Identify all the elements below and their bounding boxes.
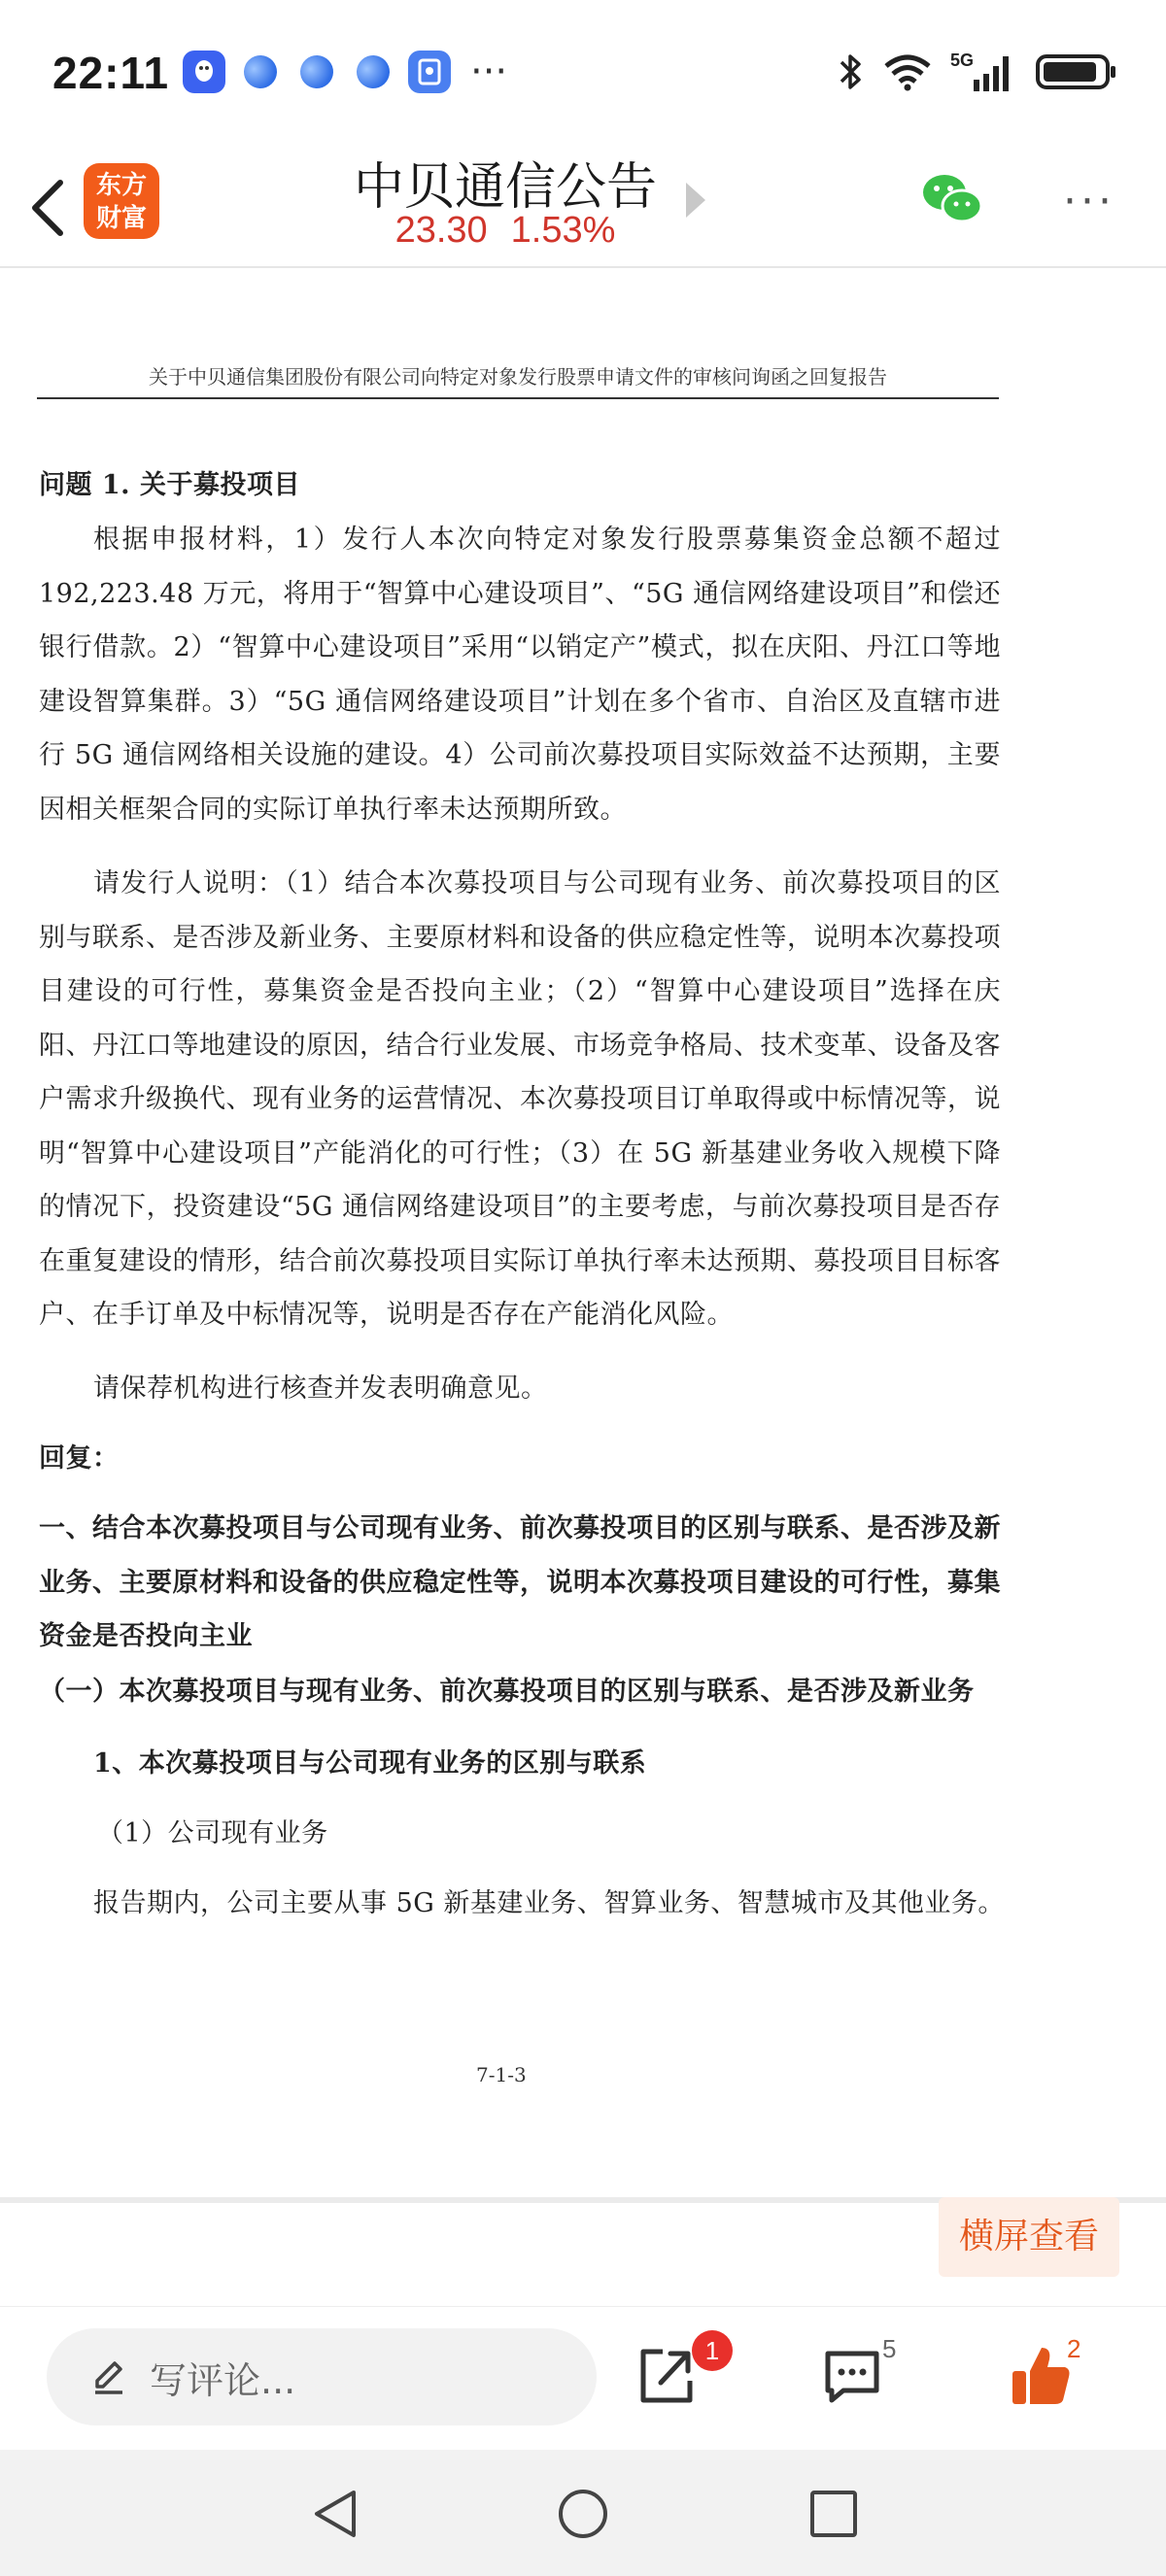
- comments-icon[interactable]: [818, 2342, 886, 2410]
- question-title: 问题 1. 关于募投项目: [39, 470, 300, 500]
- section-heading-1: 一、结合本次募投项目与公司现有业务、前次募投项目的区别与联系、是否涉及新业务、主要原材料和设备的供应稳定性等，说明本次募投项目建设的可行性，募集资金是否投向主业: [39, 1513, 1001, 1651]
- comment-placeholder: 写评论...: [150, 2358, 296, 2402]
- page-number: 7-1-3: [476, 2063, 527, 2086]
- section-heading-1-1: （一）本次募投项目与现有业务、前次募投项目的区别与联系、是否涉及新业务: [39, 1677, 975, 1707]
- quote-arrow-icon[interactable]: [686, 183, 705, 218]
- bluetooth-icon: [836, 51, 865, 93]
- stock-change: 1.53%: [510, 210, 616, 251]
- network-label: 5G: [950, 51, 975, 70]
- qq-icon: [183, 51, 225, 93]
- landscape-view-button[interactable]: 横屏查看: [939, 2197, 1119, 2277]
- browser-ball-icon: [295, 51, 338, 93]
- stock-price: 23.30: [394, 210, 488, 251]
- logo-line1: 东方: [95, 171, 147, 200]
- system-navigation-bar: [0, 2450, 1166, 2576]
- thumbs-up-icon[interactable]: [1007, 2342, 1075, 2410]
- paragraph-business-scope: 报告期内，公司主要从事 5G 新基建业务、智算业务、智慧城市及其他业务。: [93, 1888, 1005, 1918]
- document-viewer[interactable]: [0, 268, 1166, 2199]
- pen-icon: [89, 2357, 128, 2396]
- more-options-button[interactable]: ···: [1063, 177, 1115, 226]
- paragraph-sponsor: 请保荐机构进行核查并发表明确意见。: [93, 1373, 548, 1404]
- system-recent-apps-icon[interactable]: [806, 2487, 861, 2541]
- stock-quote[interactable]: [350, 210, 661, 252]
- logo-line2: 财富: [95, 204, 147, 233]
- share-badge: 1: [692, 2330, 733, 2371]
- security-app-icon: [408, 51, 451, 93]
- article-header: [0, 146, 1166, 268]
- bottom-action-bar: [0, 2306, 1166, 2450]
- back-arrow-icon[interactable]: [21, 167, 74, 245]
- system-home-icon[interactable]: [556, 2487, 610, 2541]
- browser-ball-icon: [352, 51, 394, 93]
- status-right-icons: [836, 51, 1117, 93]
- battery-icon: [1036, 52, 1117, 91]
- comment-count: 5: [882, 2334, 897, 2363]
- system-back-icon[interactable]: [309, 2487, 363, 2541]
- share-icon[interactable]: [632, 2342, 700, 2410]
- wifi-icon: [882, 52, 933, 91]
- paragraph-background: 根据申报材料，1）发行人本次向特定对象发行股票募集资金总额不超过 192,223.48 万元，将用于“智算中心建设项目”、“5G 通信网络建设项目”和偿还银行借款。2）“智算中心建设项目”采用“以销定产”模式，拟在庆阳、丹江口等地建设智算集群。3）“5G 通信网络建设项目”计划在多个省市、自治区及直辖市进行 5G 通信网络相关设施的建设。4）公司前次募投项目实际效益不达预期，主要因相关框架合同的实际订单执行率未达预期所致。: [39, 525, 1001, 825]
- reply-label: 回复：: [39, 1443, 120, 1474]
- comment-input[interactable]: [47, 2328, 597, 2425]
- browser-ball-icon: [239, 51, 282, 93]
- paragraph-request: 请发行人说明：（1）结合本次募投项目与公司现有业务、前次募投项目的区别与联系、是否涉及新业务、主要原材料和设备的供应稳定性等，说明本次募投项目建设的可行性，募集资金是否投向主业；（2）“智算中心建设项目”选择在庆阳、丹江口等地建设的原因，结合行业发展、市场竞争格局、技术变革、设备及客户需求升级换代、现有业务的运营情况、本次募投项目订单取得或中标情况等，说明“智算中心建设项目”产能消化的可行性；（3）在 5G 新基建业务收入规模下降的情况下，投资建设“5G 通信网络建设项目”的主要考虑，与前次募投项目是否存在重复建设的情形，结合前次募投项目实际订单执行率未达预期、募投项目目标客户、在手订单及中标情况等，说明是否存在产能消化风险。: [39, 868, 1001, 1330]
- status-bar: [0, 0, 1166, 146]
- stock-title[interactable]: 中贝通信公告: [353, 158, 657, 217]
- more-notifications: ···: [470, 50, 508, 94]
- like-count: 2: [1067, 2334, 1081, 2363]
- eastmoney-logo[interactable]: [84, 163, 159, 239]
- wechat-share-icon[interactable]: [917, 163, 987, 233]
- signal-5g-icon: [950, 51, 1018, 93]
- notification-icons: [183, 51, 507, 93]
- section-heading-1-1-1: 1、本次募投项目与公司现有业务的区别与联系: [93, 1748, 647, 1779]
- document-running-header: 关于中贝通信集团股份有限公司向特定对象发行股票申请文件的审核问询函之回复报告: [37, 361, 999, 399]
- status-time: 22:11: [52, 48, 170, 98]
- subheading-current-business: （1）公司现有业务: [97, 1818, 328, 1848]
